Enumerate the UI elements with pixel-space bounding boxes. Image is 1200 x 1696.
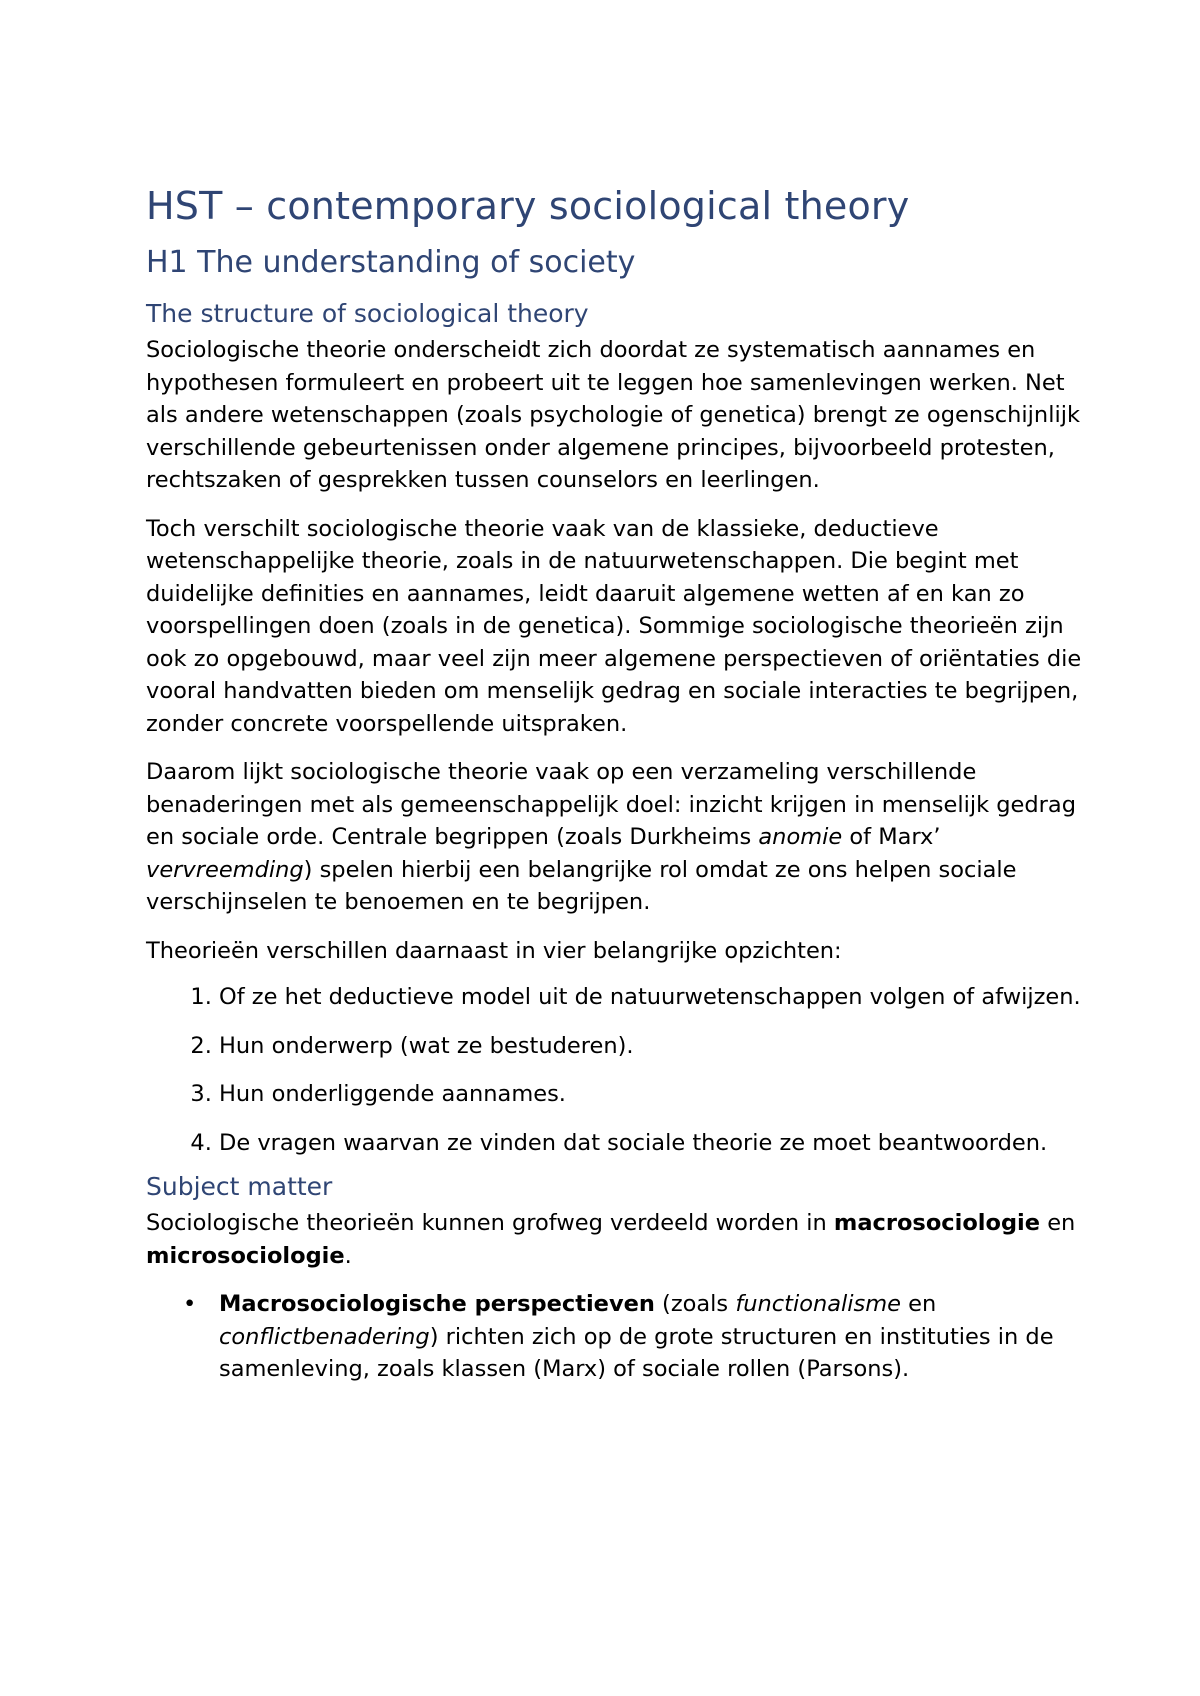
paragraph-3-text-1: Daarom lijkt sociologische theorie vaak op een verzameling verschillende benaderingen met als gemeenschappelijk doel: inzicht krijgen in menselijk gedrag en sociale orde. Centrale begrippen (zoals Durkheims <box>146 759 1077 850</box>
list-item: 2. Hun onderwerp (wat ze bestuderen). <box>219 1030 1086 1063</box>
subject-text-2: en <box>1040 1210 1076 1236</box>
document-page <box>146 180 1086 1386</box>
term-macrosociologie: macrosociologie <box>833 1210 1041 1236</box>
bullet-text-2: en <box>901 1291 937 1317</box>
subject-matter-heading: Subject matter <box>146 1172 333 1201</box>
list-item: 3. Hun onderliggende aannames. <box>219 1078 1086 1111</box>
numbered-list <box>146 981 1086 1159</box>
term-anomie: anomie <box>758 824 843 850</box>
paragraph-3 <box>146 756 1086 919</box>
subject-text-3: . <box>344 1242 352 1269</box>
bullet-text-1: (zoals <box>654 1291 736 1317</box>
term-vervreemding: vervreemding <box>146 856 304 883</box>
paragraph-2: Toch verschilt sociologische theorie vaak van de klassieke, deductieve wetenschappelijke theorie, zoals in de natuurwetenschappen. Die begint met duidelijke definities en aannames, leidt daaruit algemene wetten af en kan zo voorspellingen doen (zoals in de genetica). Sommige sociologische theorieën zijn ook zo opgebouwd, maar veel zijn meer algemene perspectieven of oriëntaties die vooral handvatten bieden om menselijk gedrag en sociale interacties te begrijpen, zonder concrete voorspellende uitspraken. <box>146 515 1082 737</box>
subject-text-1: Sociologische theorieën kunnen grofweg verdeeld worden in <box>146 1210 834 1236</box>
section-heading: The structure of sociological theory <box>146 299 589 328</box>
term-conflictbenadering: conflictbenadering <box>219 1323 430 1350</box>
list-item: 4. De vragen waarvan ze vinden dat sociale theorie ze moet beantwoorden. <box>219 1127 1086 1160</box>
term-microsociologie: microsociologie <box>146 1242 345 1269</box>
paragraph-3-text-2: of Marx’ <box>842 824 941 850</box>
list-item: 1. Of ze het deductieve model uit de natuurwetenschappen volgen of afwijzen. <box>219 981 1086 1014</box>
paragraph-4: Theorieën verschillen daarnaast in vier belangrijke opzichten: <box>146 937 842 964</box>
subject-paragraph <box>146 1207 1086 1272</box>
bullet-text-3: ) richten zich op de grote structuren en instituties in de samenleving, zoals klassen (Marx) of sociale rollen (Parsons). <box>219 1323 1054 1382</box>
paragraph-3-text-3: ) spelen hierbij een belangrijke rol omdat ze ons helpen sociale verschijnselen te benoemen en te begrijpen. <box>146 856 1017 915</box>
chapter-heading: H1 The understanding of society <box>146 245 636 280</box>
term-macrosociologische-perspectieven: Macrosociologische perspectieven <box>219 1291 655 1317</box>
list-item <box>219 1288 1086 1386</box>
term-functionalisme: functionalisme <box>735 1291 901 1317</box>
paragraph-1: Sociologische theorie onderscheidt zich doordat ze systematisch aannames en hypothesen formuleert en probeert uit te leggen hoe samenlevingen werken. Net als andere wetenschappen (zoals psychologie of genetica) brengt ze ogenschijnlijk verschillende gebeurtenissen onder algemene principes, bijvoorbeeld protesten, rechtszaken of gesprekken tussen counselors en leerlingen. <box>146 337 1080 493</box>
document-title: HST – contemporary sociological theory <box>146 184 910 228</box>
bullet-list <box>146 1288 1086 1386</box>
